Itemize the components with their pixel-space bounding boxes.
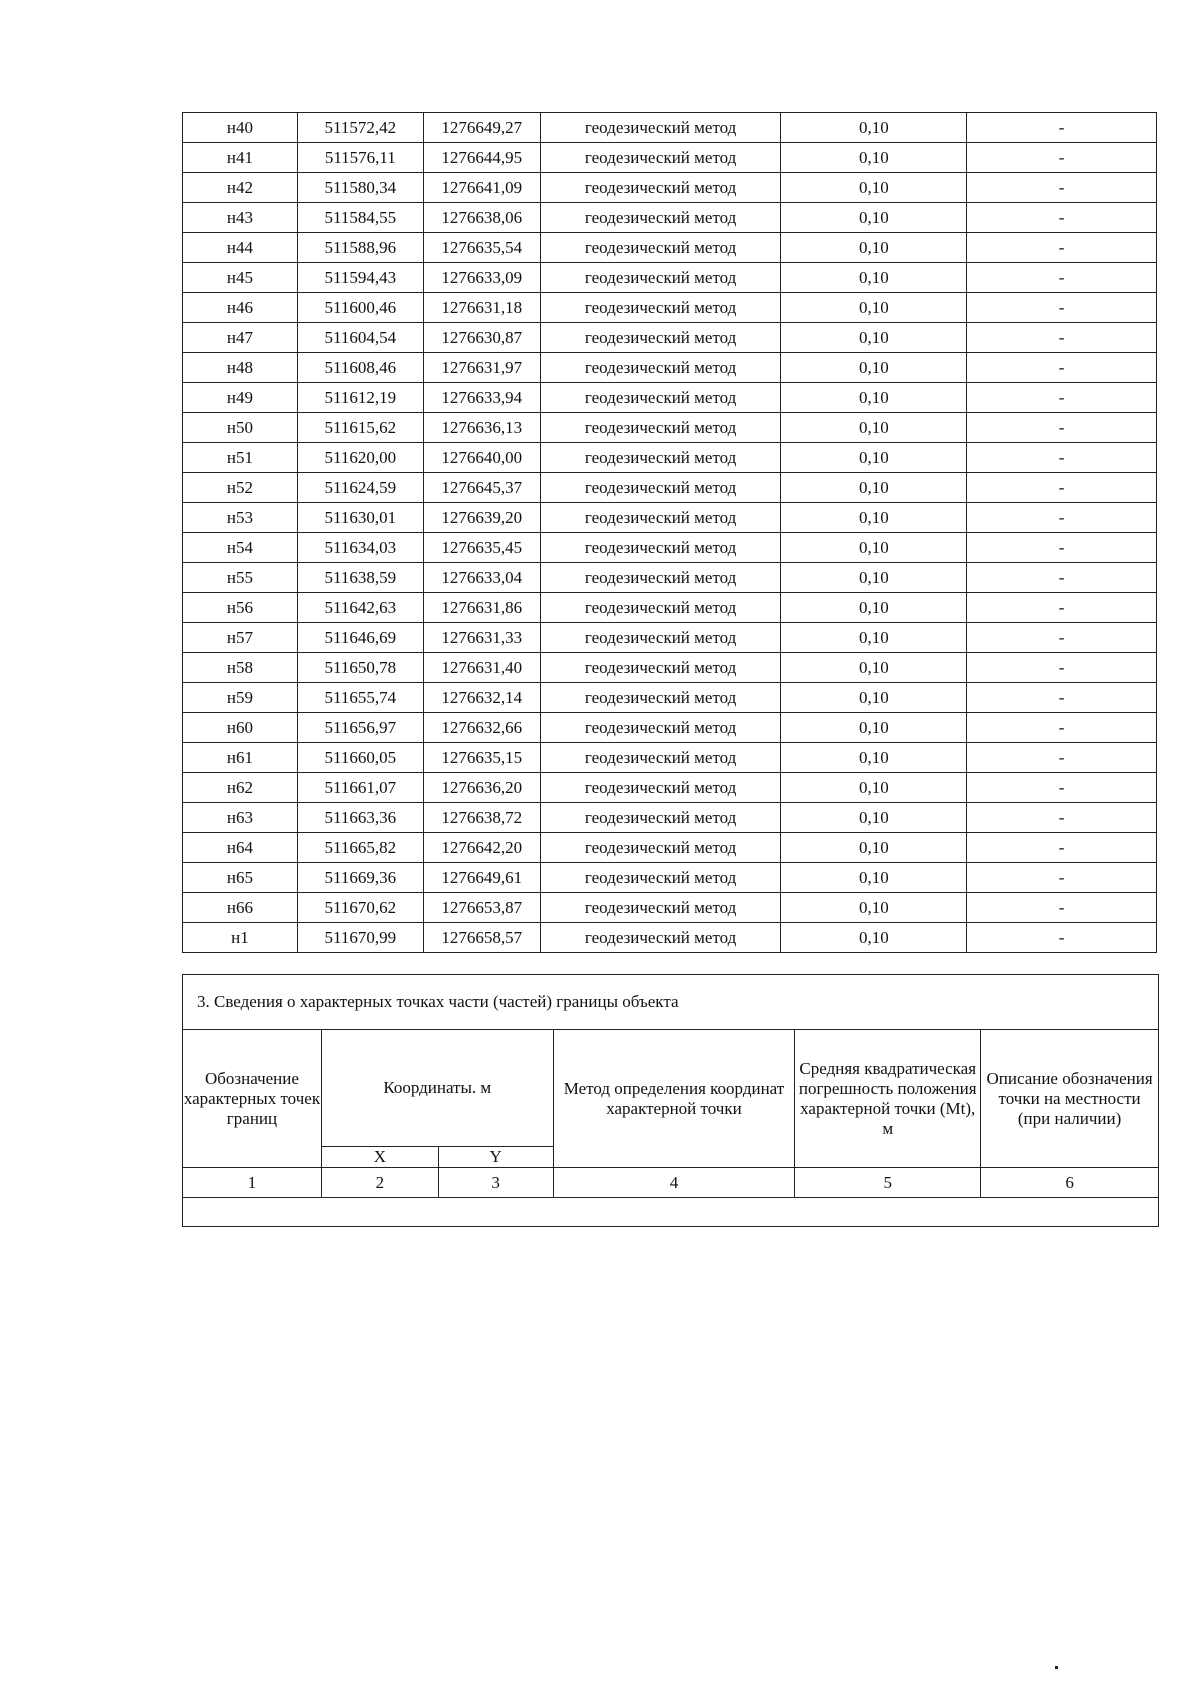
point-mt: 0,10	[781, 833, 967, 863]
point-x: 511584,55	[297, 203, 423, 233]
point-description: -	[967, 323, 1157, 353]
column-number-6: 6	[981, 1168, 1159, 1198]
point-name: н48	[183, 353, 298, 383]
point-method: геодезический метод	[540, 803, 781, 833]
point-y: 1276638,06	[423, 203, 540, 233]
point-mt: 0,10	[781, 563, 967, 593]
point-mt: 0,10	[781, 803, 967, 833]
header-method: Метод определения координат характерной точки	[553, 1030, 795, 1168]
table-row	[183, 143, 1157, 173]
point-x: 511580,34	[297, 173, 423, 203]
point-name: н42	[183, 173, 298, 203]
point-name: н45	[183, 263, 298, 293]
point-mt: 0,10	[781, 713, 967, 743]
point-name: н43	[183, 203, 298, 233]
table-row	[183, 623, 1157, 653]
table-row	[183, 353, 1157, 383]
header-y: Y	[438, 1147, 553, 1168]
point-name: н55	[183, 563, 298, 593]
table-row	[183, 773, 1157, 803]
point-y: 1276635,45	[423, 533, 540, 563]
point-mt: 0,10	[781, 773, 967, 803]
point-name: н1	[183, 923, 298, 953]
point-description: -	[967, 593, 1157, 623]
point-y: 1276631,18	[423, 293, 540, 323]
point-mt: 0,10	[781, 143, 967, 173]
point-name: н46	[183, 293, 298, 323]
boundary-points-table	[182, 112, 1157, 953]
point-name: н59	[183, 683, 298, 713]
point-y: 1276632,14	[423, 683, 540, 713]
point-description: -	[967, 443, 1157, 473]
point-mt: 0,10	[781, 443, 967, 473]
point-mt: 0,10	[781, 383, 967, 413]
point-description: -	[967, 653, 1157, 683]
table-row	[183, 923, 1157, 953]
point-x: 511670,62	[297, 893, 423, 923]
point-method: геодезический метод	[540, 863, 781, 893]
point-name: н56	[183, 593, 298, 623]
point-name: н54	[183, 533, 298, 563]
point-description: -	[967, 173, 1157, 203]
point-y: 1276636,20	[423, 773, 540, 803]
point-description: -	[967, 713, 1157, 743]
point-method: геодезический метод	[540, 623, 781, 653]
point-x: 511669,36	[297, 863, 423, 893]
point-description: -	[967, 353, 1157, 383]
point-y: 1276636,13	[423, 413, 540, 443]
point-description: -	[967, 623, 1157, 653]
point-y: 1276633,04	[423, 563, 540, 593]
point-description: -	[967, 743, 1157, 773]
point-x: 511620,00	[297, 443, 423, 473]
point-method: геодезический метод	[540, 893, 781, 923]
boundary-points-body	[183, 113, 1157, 953]
point-method: геодезический метод	[540, 773, 781, 803]
point-mt: 0,10	[781, 893, 967, 923]
point-y: 1276631,40	[423, 653, 540, 683]
table-row	[183, 803, 1157, 833]
point-x: 511660,05	[297, 743, 423, 773]
point-name: н40	[183, 113, 298, 143]
point-x: 511638,59	[297, 563, 423, 593]
point-description: -	[967, 473, 1157, 503]
column-number-2: 2	[321, 1168, 438, 1198]
table-row	[183, 473, 1157, 503]
point-mt: 0,10	[781, 353, 967, 383]
point-x: 511642,63	[297, 593, 423, 623]
point-method: геодезический метод	[540, 353, 781, 383]
table-row	[183, 383, 1157, 413]
table-row	[183, 593, 1157, 623]
point-x: 511624,59	[297, 473, 423, 503]
point-description: -	[967, 293, 1157, 323]
point-method: геодезический метод	[540, 233, 781, 263]
point-y: 1276631,86	[423, 593, 540, 623]
table-row	[183, 503, 1157, 533]
point-name: н53	[183, 503, 298, 533]
table-row	[183, 563, 1157, 593]
point-name: н52	[183, 473, 298, 503]
point-method: геодезический метод	[540, 263, 781, 293]
point-name: н51	[183, 443, 298, 473]
point-name: н58	[183, 653, 298, 683]
point-description: -	[967, 233, 1157, 263]
point-method: геодезический метод	[540, 683, 781, 713]
point-y: 1276635,54	[423, 233, 540, 263]
point-description: -	[967, 773, 1157, 803]
table-row	[183, 743, 1157, 773]
point-description: -	[967, 533, 1157, 563]
point-name: н44	[183, 233, 298, 263]
point-method: геодезический метод	[540, 653, 781, 683]
point-description: -	[967, 263, 1157, 293]
point-description: -	[967, 803, 1157, 833]
point-y: 1276641,09	[423, 173, 540, 203]
section-title: 3. Сведения о характерных точках части (частей) границы объекта	[183, 975, 1159, 1030]
point-x: 511630,01	[297, 503, 423, 533]
point-method: геодезический метод	[540, 383, 781, 413]
point-y: 1276638,72	[423, 803, 540, 833]
point-x: 511588,96	[297, 233, 423, 263]
point-y: 1276644,95	[423, 143, 540, 173]
table-row	[183, 203, 1157, 233]
point-name: н50	[183, 413, 298, 443]
point-description: -	[967, 923, 1157, 953]
point-method: геодезический метод	[540, 593, 781, 623]
point-y: 1276658,57	[423, 923, 540, 953]
point-y: 1276645,37	[423, 473, 540, 503]
point-x: 511646,69	[297, 623, 423, 653]
point-x: 511655,74	[297, 683, 423, 713]
point-method: геодезический метод	[540, 923, 781, 953]
point-description: -	[967, 143, 1157, 173]
point-mt: 0,10	[781, 623, 967, 653]
point-description: -	[967, 413, 1157, 443]
point-description: -	[967, 383, 1157, 413]
point-name: н60	[183, 713, 298, 743]
point-mt: 0,10	[781, 593, 967, 623]
column-number-1: 1	[183, 1168, 322, 1198]
point-description: -	[967, 203, 1157, 233]
header-x: X	[321, 1147, 438, 1168]
point-x: 511661,07	[297, 773, 423, 803]
point-x: 511594,43	[297, 263, 423, 293]
point-y: 1276640,00	[423, 443, 540, 473]
point-method: геодезический метод	[540, 833, 781, 863]
point-method: геодезический метод	[540, 533, 781, 563]
point-y: 1276631,33	[423, 623, 540, 653]
point-method: геодезический метод	[540, 143, 781, 173]
column-number-4: 4	[553, 1168, 795, 1198]
point-y: 1276653,87	[423, 893, 540, 923]
point-x: 511670,99	[297, 923, 423, 953]
point-mt: 0,10	[781, 503, 967, 533]
table-row	[183, 863, 1157, 893]
table-row	[183, 653, 1157, 683]
header-description: Описание обозначения точки на местности (при наличии)	[981, 1030, 1159, 1168]
table-row	[183, 833, 1157, 863]
point-name: н62	[183, 773, 298, 803]
table-row	[183, 173, 1157, 203]
point-description: -	[967, 893, 1157, 923]
header-mt: Средняя квадратическая погрешность положения характерной точки (Mt), м	[795, 1030, 981, 1168]
point-name: н65	[183, 863, 298, 893]
table-row	[183, 413, 1157, 443]
header-coordinates: Координаты. м	[321, 1030, 553, 1147]
point-y: 1276649,27	[423, 113, 540, 143]
point-name: н57	[183, 623, 298, 653]
point-method: геодезический метод	[540, 563, 781, 593]
header-designation: Обозначение характерных точек границ	[183, 1030, 322, 1168]
point-name: н47	[183, 323, 298, 353]
point-method: геодезический метод	[540, 713, 781, 743]
point-mt: 0,10	[781, 203, 967, 233]
point-mt: 0,10	[781, 863, 967, 893]
point-method: геодезический метод	[540, 113, 781, 143]
point-x: 511608,46	[297, 353, 423, 383]
point-description: -	[967, 563, 1157, 593]
point-mt: 0,10	[781, 173, 967, 203]
table-row	[183, 713, 1157, 743]
point-mt: 0,10	[781, 473, 967, 503]
point-mt: 0,10	[781, 113, 967, 143]
point-description: -	[967, 833, 1157, 863]
point-x: 511656,97	[297, 713, 423, 743]
table-row	[183, 893, 1157, 923]
point-mt: 0,10	[781, 533, 967, 563]
point-y: 1276631,97	[423, 353, 540, 383]
table-row	[183, 323, 1157, 353]
point-method: геодезический метод	[540, 743, 781, 773]
point-method: геодезический метод	[540, 413, 781, 443]
point-mt: 0,10	[781, 683, 967, 713]
point-y: 1276642,20	[423, 833, 540, 863]
point-mt: 0,10	[781, 323, 967, 353]
page-dot-mark	[1055, 1666, 1058, 1669]
point-y: 1276635,15	[423, 743, 540, 773]
table-row	[183, 443, 1157, 473]
point-mt: 0,10	[781, 923, 967, 953]
point-x: 511600,46	[297, 293, 423, 323]
point-x: 511604,54	[297, 323, 423, 353]
point-name: н41	[183, 143, 298, 173]
table-row	[183, 683, 1157, 713]
point-y: 1276639,20	[423, 503, 540, 533]
table-row	[183, 263, 1157, 293]
point-method: геодезический метод	[540, 293, 781, 323]
point-x: 511612,19	[297, 383, 423, 413]
point-method: геодезический метод	[540, 173, 781, 203]
column-number-5: 5	[795, 1168, 981, 1198]
part-boundary-points-table	[182, 974, 1159, 1227]
point-name: н66	[183, 893, 298, 923]
point-description: -	[967, 113, 1157, 143]
point-name: н64	[183, 833, 298, 863]
point-mt: 0,10	[781, 653, 967, 683]
point-y: 1276632,66	[423, 713, 540, 743]
point-description: -	[967, 683, 1157, 713]
point-name: н49	[183, 383, 298, 413]
point-y: 1276633,09	[423, 263, 540, 293]
point-description: -	[967, 503, 1157, 533]
point-description: -	[967, 863, 1157, 893]
point-name: н63	[183, 803, 298, 833]
column-number-3: 3	[438, 1168, 553, 1198]
point-y: 1276633,94	[423, 383, 540, 413]
table-row	[183, 113, 1157, 143]
point-x: 511576,11	[297, 143, 423, 173]
point-y: 1276649,61	[423, 863, 540, 893]
point-method: геодезический метод	[540, 473, 781, 503]
point-mt: 0,10	[781, 263, 967, 293]
point-mt: 0,10	[781, 413, 967, 443]
empty-row	[183, 1198, 1159, 1227]
point-x: 511650,78	[297, 653, 423, 683]
point-mt: 0,10	[781, 233, 967, 263]
table-row	[183, 293, 1157, 323]
point-x: 511665,82	[297, 833, 423, 863]
point-x: 511615,62	[297, 413, 423, 443]
point-method: геодезический метод	[540, 203, 781, 233]
point-y: 1276630,87	[423, 323, 540, 353]
table-row	[183, 533, 1157, 563]
point-x: 511663,36	[297, 803, 423, 833]
point-name: н61	[183, 743, 298, 773]
point-x: 511634,03	[297, 533, 423, 563]
table-row	[183, 233, 1157, 263]
point-mt: 0,10	[781, 293, 967, 323]
point-method: геодезический метод	[540, 503, 781, 533]
point-x: 511572,42	[297, 113, 423, 143]
point-method: геодезический метод	[540, 323, 781, 353]
point-method: геодезический метод	[540, 443, 781, 473]
point-mt: 0,10	[781, 743, 967, 773]
